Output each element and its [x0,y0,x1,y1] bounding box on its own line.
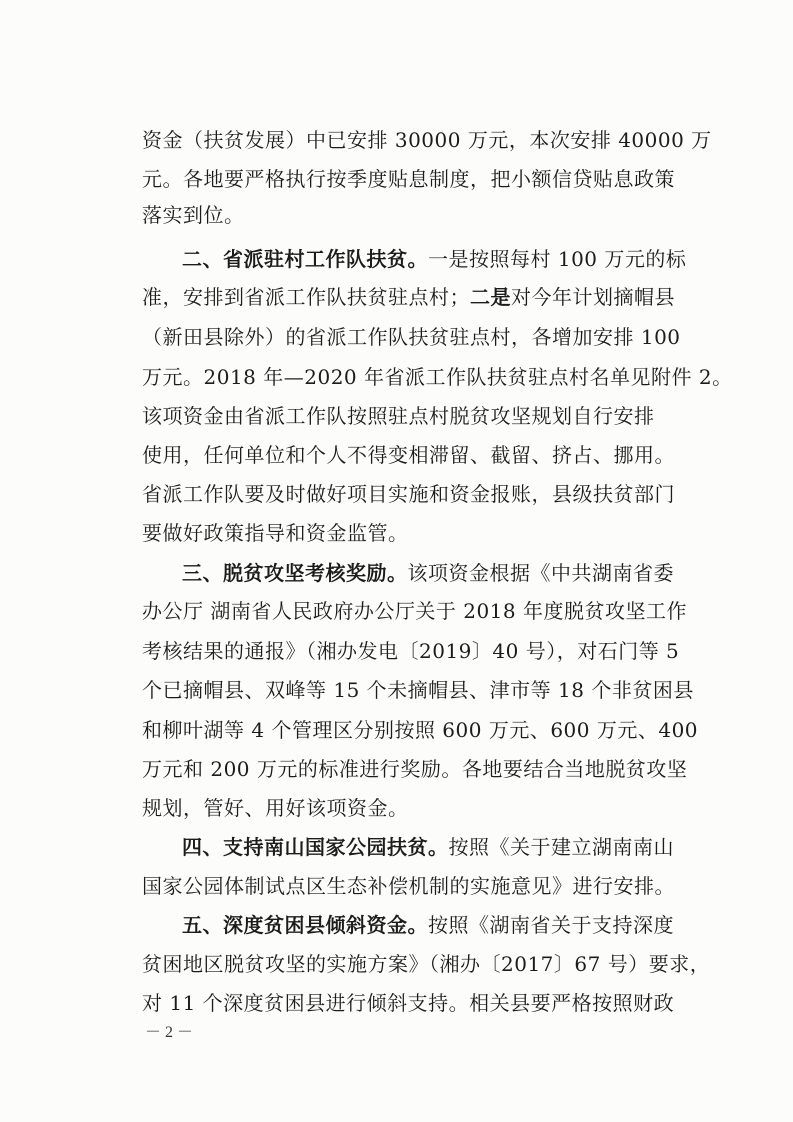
section-four-first-line [182,829,674,865]
text-span: 该项资金根据《中共湖南省委 [407,561,674,585]
text-line: 该项资金由省派工作队按照驻点村脱贫攻坚规划自行安排 [142,404,655,428]
text-line: 万元。2018 年—2020 年省派工作队扶贫驻点村名单见附件 2。 [142,365,733,389]
text-line: 个已摘帽县、双峰等 15 个未摘帽县、津市等 18 个非贫困县 [142,678,694,702]
text-line: 资金（扶贫发展）中已安排 30000 万元，本次安排 40000 万 [142,128,712,152]
text-line: 要做好政策指导和资金监管。 [142,521,409,545]
text-line: 规划，管好、用好该项资金。 [142,796,409,820]
section-four-heading: 四、支持南山国家公园扶贫。 [182,835,449,859]
text-line [142,279,675,315]
text-span: 按照《湖南省关于支持深度 [428,913,674,937]
text-line: （新田县除外）的省派工作队扶贫驻点村，各增加安排 100 [142,325,681,349]
text-line: 贫困地区脱贫攻坚的实施方案》（湘办〔2017〕67 号）要求， [142,952,711,976]
section-two-first-line [182,241,686,277]
text-line: 省派工作队要及时做好项目实施和资金报账，县级扶贫部门 [142,482,675,506]
text-line: 国家公园体制试点区生态补偿机制的实施意见》进行安排。 [142,874,675,898]
text-span: 对今年计划摘帽县 [511,285,675,309]
section-three-heading: 三、脱贫攻坚考核奖励。 [182,561,408,585]
text-span: 一是按照每村 100 万元的标 [428,247,687,271]
text-line: 对 11 个深度贫困县进行倾斜支持。相关县要严格按照财政 [142,991,675,1015]
section-five-first-line [182,907,674,943]
text-line: 落实到位。 [142,203,245,227]
text-line: 和柳叶湖等 4 个管理区分别按照 600 万元、600 万元、400 [142,718,699,742]
section-five-heading: 五、深度贫困县倾斜资金。 [182,913,428,937]
section-two-heading: 二、省派驻村工作队扶贫。 [182,247,428,271]
text-line: 元。各地要严格执行按季度贴息制度，把小额信贷贴息政策 [142,167,675,191]
text-line: 考核结果的通报》（湘办发电〔2019〕40 号），对石门等 5 [142,639,680,663]
page-number: － 2 － [145,1024,194,1041]
text-span: 按照《关于建立湖南南山 [448,835,674,859]
section-three-first-line [182,555,674,591]
text-line: 使用，任何单位和个人不得变相滞留、截留、挤占、挪用。 [142,443,675,467]
text-line: 万元和 200 万元的标准进行奖励。各地要结合当地脱贫攻坚 [142,757,688,781]
bold-phrase: 二是 [470,285,511,309]
text-line: 办公厅 湖南省人民政府办公厅关于 2018 年度脱贫攻坚工作 [142,599,687,623]
text-span: 准，安排到省派工作队扶贫驻点村； [142,285,470,309]
